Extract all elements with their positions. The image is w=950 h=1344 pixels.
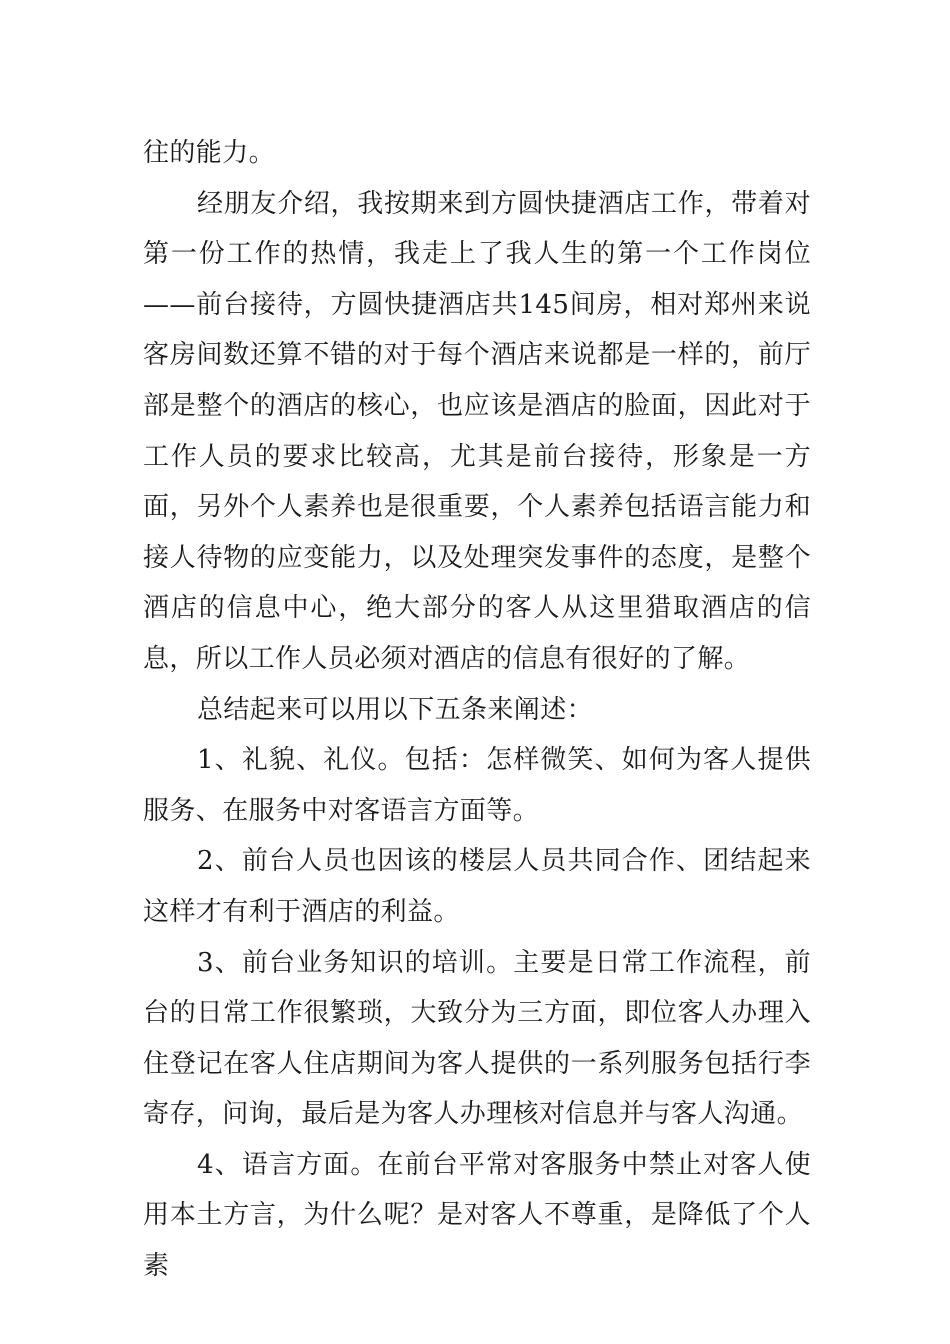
list-item-1-etiquette: 1、礼貌、礼仪。包括：怎样微笑、如何为客人提供服务、在服务中对客语言方面等。 [143,745,811,826]
paragraph-work-intro: 经朋友介绍，我按期来到方圆快捷酒店工作，带着对第一份工作的热情，我走上了我人生的第一个工作岗位——前台接待，方圆快捷酒店共145间房，相对郑州来说客房间数还算不错的对于每个酒店来说都是一样的，前厅部是整个的酒店的核心，也应该是酒店的脸面，因此对于工作人员的要求比较高，尤其是前台接待，形象是一方面，另外个人素养也是很重要，个人素养包括语言能力和接人待物的应变能力，以及处理突发事件的态度，是整个酒店的信息中心，绝大部分的客人从这里猎取酒店的信息，所以工作人员必须对酒店的信息有很好的了解。 [143,188,811,674]
document-body [143,128,811,1292]
list-item-2-cooperation: 2、前台人员也因该的楼层人员共同合作、团结起来这样才有利于酒店的利益。 [143,846,811,927]
list-item-4-language: 4、语言方面。在前台平常对客服务中禁止对客人使用本土方言，为什么呢？是对客人不尊重，是降低了个人素 [143,1149,811,1282]
paragraph-summary-lead: 总结起来可以用以下五条来阐述： [197,694,594,725]
list-item-3-training: 3、前台业务知识的培训。主要是日常工作流程，前台的日常工作很繁琐，大致分为三方面，即位客人办理入住登记在客人住店期间为客人提供的一系列服务包括行李寄存，问询，最后是为客人办理核对信息并与客人沟通。 [143,947,811,1130]
paragraph-continuation: 往的能力。 [143,138,276,168]
